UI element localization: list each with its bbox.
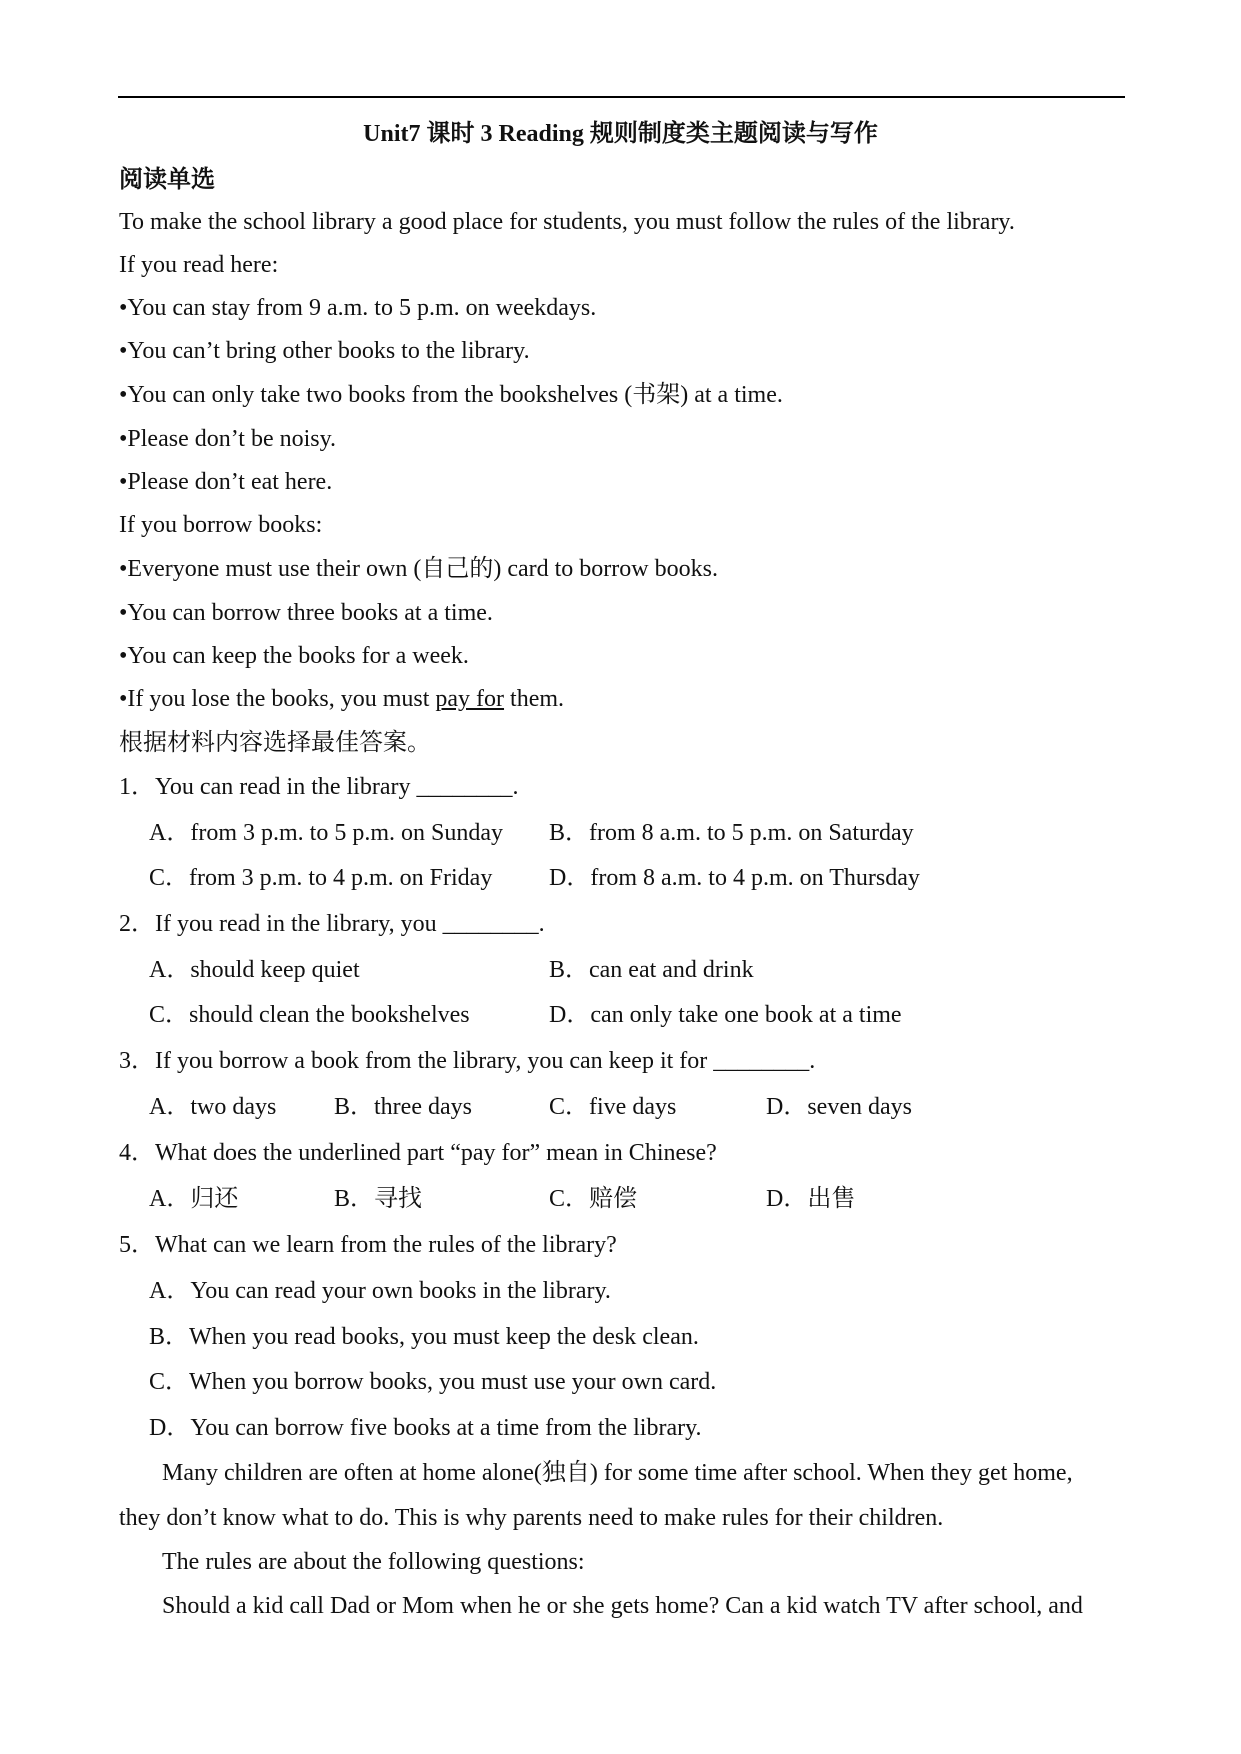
option-c: C．five days: [549, 1094, 677, 1120]
option-b: B．three days: [334, 1094, 472, 1120]
option-c: C．should clean the bookshelves: [149, 1002, 470, 1028]
option-c: C．When you borrow books, you must use your own card.: [149, 1369, 717, 1395]
rule-item: •You can only take two books from the bookshelves (书架) at a time.: [119, 382, 783, 408]
section-heading: 阅读单选: [119, 167, 215, 193]
passage-line: The rules are about the following questions:: [162, 1549, 585, 1575]
option-b: B．from 8 a.m. to 5 p.m. on Saturday: [549, 820, 914, 846]
option-a: A．归还: [149, 1186, 239, 1212]
passage-line: they don’t know what to do. This is why parents need to make rules for their children.: [119, 1505, 944, 1531]
rule-item: •Everyone must use their own (自己的) card to borrow books.: [119, 556, 718, 582]
passage-intro: To make the school library a good place for students, you must follow the rules of the library.: [119, 209, 1015, 235]
rule-item: •Please don’t be noisy.: [119, 426, 337, 452]
option-b: B．can eat and drink: [549, 957, 754, 983]
rule-text: them.: [504, 686, 565, 712]
option-b: B．When you read books, you must keep the desk clean.: [149, 1324, 699, 1350]
page-title: Unit7 课时 3 Reading 规则制度类主题阅读与写作: [363, 121, 878, 147]
option-d: D．出售: [766, 1186, 856, 1212]
rule-text: •If you lose the books, you must: [119, 686, 436, 712]
passage-line: Should a kid call Dad or Mom when he or she gets home? Can a kid watch TV after school, and: [162, 1593, 1083, 1619]
underlined-phrase: pay for: [435, 686, 505, 712]
option-a: A．should keep quiet: [149, 957, 360, 983]
option-d: D．from 8 a.m. to 4 p.m. on Thursday: [549, 865, 920, 891]
read-heading: If you read here:: [119, 252, 279, 278]
question-stem: 1．You can read in the library ________.: [119, 774, 519, 800]
option-d: D．seven days: [766, 1094, 912, 1120]
option-a: A．two days: [149, 1094, 277, 1120]
question-stem: 5．What can we learn from the rules of the library?: [119, 1232, 617, 1258]
option-d: D．You can borrow five books at a time from the library.: [149, 1415, 702, 1441]
passage-line: Many children are often at home alone(独自) for some time after school. When they get home,: [162, 1460, 1073, 1486]
option-c: C．赔偿: [549, 1186, 638, 1212]
question-stem: 3．If you borrow a book from the library, you can keep it for ________.: [119, 1048, 816, 1074]
option-a: A．You can read your own books in the library.: [149, 1278, 611, 1304]
option-a: A．from 3 p.m. to 5 p.m. on Sunday: [149, 820, 503, 846]
question-stem: 4．What does the underlined part “pay for” mean in Chinese?: [119, 1140, 717, 1166]
rule-item: •You can keep the books for a week.: [119, 643, 469, 669]
rule-item: •You can stay from 9 a.m. to 5 p.m. on weekdays.: [119, 295, 597, 321]
question-stem: 2．If you read in the library, you ________.: [119, 911, 545, 937]
rule-item: •You can’t bring other books to the library.: [119, 338, 530, 364]
rule-item-lose: [119, 682, 564, 716]
instruction: 根据材料内容选择最佳答案。: [119, 730, 431, 756]
option-d: D．can only take one book at a time: [549, 1002, 902, 1028]
rule-item: •You can borrow three books at a time.: [119, 600, 493, 626]
option-b: B．寻找: [334, 1186, 423, 1212]
rule-item: •Please don’t eat here.: [119, 469, 333, 495]
borrow-heading: If you borrow books:: [119, 512, 323, 538]
header-rule: [118, 96, 1125, 98]
option-c: C．from 3 p.m. to 4 p.m. on Friday: [149, 865, 493, 891]
